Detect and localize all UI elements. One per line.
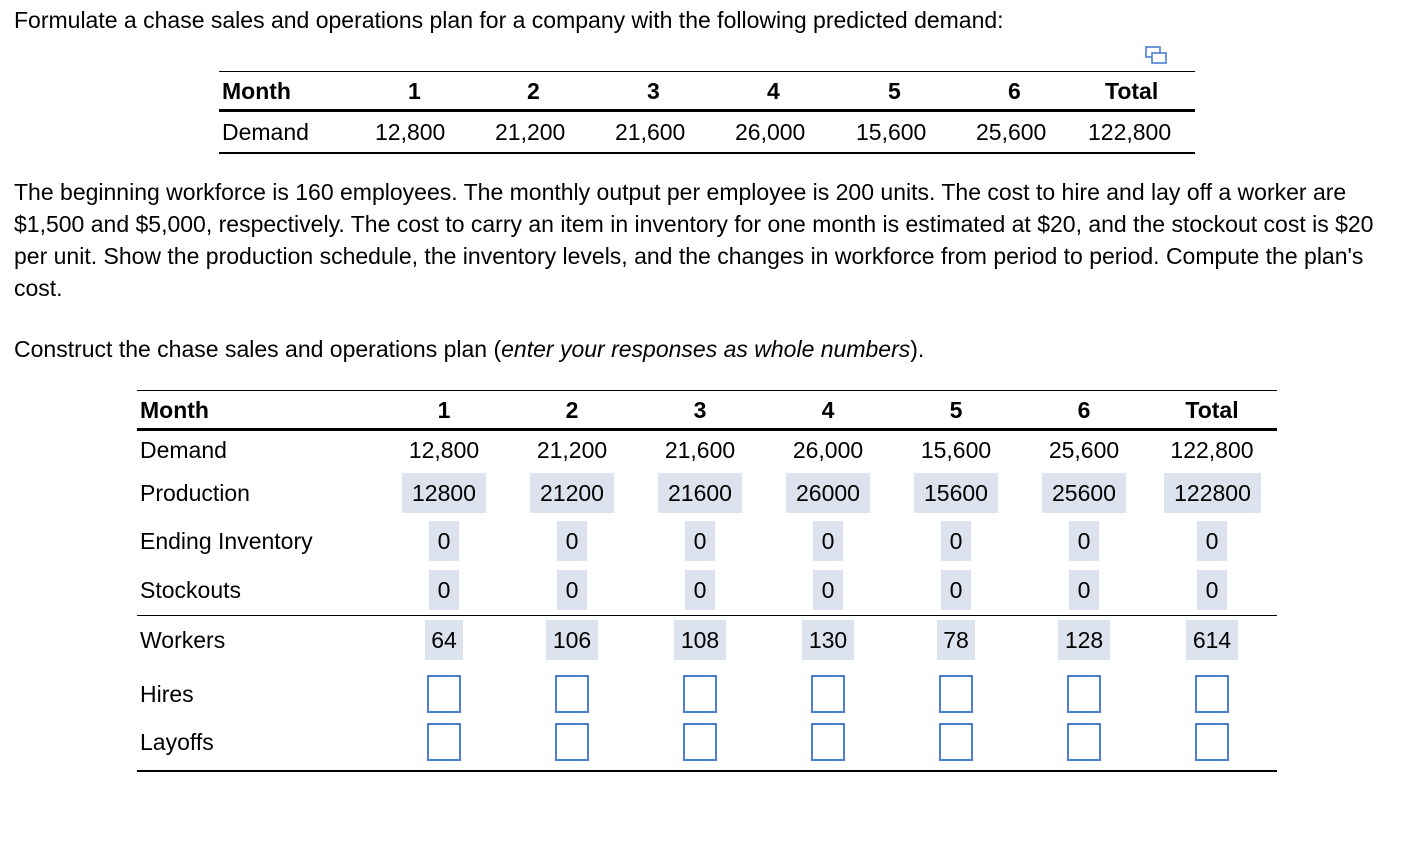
workers-answer[interactable]: 64 <box>425 620 463 660</box>
month-6-header: 6 <box>1077 397 1091 423</box>
layoffs-input[interactable] <box>939 723 973 761</box>
demand-value: 25,600 <box>976 119 1047 145</box>
layoffs-input[interactable] <box>555 723 589 761</box>
instruction-emphasis: enter your responses as whole numbers <box>501 336 911 362</box>
layoffs-total-input[interactable] <box>1195 723 1229 761</box>
header-rule <box>219 109 1195 112</box>
month-header: Month <box>222 78 291 104</box>
month-5-header: 5 <box>888 78 901 104</box>
demand-value: 26,000 <box>735 119 806 145</box>
production-answer[interactable]: 25600 <box>1042 473 1126 513</box>
hires-input[interactable] <box>1067 675 1101 713</box>
workers-answer[interactable]: 106 <box>546 620 598 660</box>
stockouts-total-answer[interactable]: 0 <box>1197 570 1227 610</box>
ending-inventory-label: Ending Inventory <box>140 528 313 554</box>
problem-text: The beginning workforce is 160 employees. The monthly output per employee is 200 units. The cost to hire and lay off a worker are $1,500 and $5,000, respectively. The cost to carry an item in inventory for one month is estimated at $20, and the stockout cost is $20 per unit. Show the production schedule, the inventory levels, and the changes in workforce from period to period. Compute the plan's cost. <box>14 179 1374 301</box>
instruction-text <box>14 333 924 365</box>
production-answer[interactable]: 26000 <box>786 473 870 513</box>
month-6-header: 6 <box>1008 78 1021 104</box>
stockouts-answer[interactable]: 0 <box>557 570 587 610</box>
stockouts-answer[interactable]: 0 <box>813 570 843 610</box>
stockouts-answer[interactable]: 0 <box>685 570 715 610</box>
workers-answer[interactable]: 130 <box>802 620 854 660</box>
demand-total: 122,800 <box>1170 437 1254 463</box>
demand-value: 21,200 <box>536 437 608 463</box>
hires-input[interactable] <box>939 675 973 713</box>
hires-input[interactable] <box>427 675 461 713</box>
month-1-header: 1 <box>437 397 451 423</box>
month-1-header: 1 <box>408 78 421 104</box>
demand-value: 12,800 <box>408 437 480 463</box>
month-4-header: 4 <box>767 78 780 104</box>
ending-inventory-answer[interactable]: 0 <box>1069 521 1099 561</box>
stockouts-label: Stockouts <box>140 577 241 603</box>
hires-label: Hires <box>140 681 194 707</box>
instruction-prefix: Construct the chase sales and operations plan ( <box>14 336 502 362</box>
workers-total-answer[interactable]: 614 <box>1186 620 1238 660</box>
layoffs-input[interactable] <box>1067 723 1101 761</box>
month-3-header: 3 <box>693 397 707 423</box>
layoffs-input[interactable] <box>427 723 461 761</box>
hires-input[interactable] <box>811 675 845 713</box>
demand-total: 122,800 <box>1088 119 1172 145</box>
header-rule <box>137 428 1277 431</box>
production-answer[interactable]: 15600 <box>914 473 998 513</box>
demand-label: Demand <box>140 437 227 463</box>
instruction-suffix: ). <box>910 336 925 362</box>
demand-label: Demand <box>222 119 309 145</box>
production-total-answer[interactable]: 122800 <box>1164 473 1261 513</box>
month-3-header: 3 <box>647 78 660 104</box>
plan-table <box>137 390 1277 772</box>
ending-inventory-answer[interactable]: 0 <box>429 521 459 561</box>
demand-value: 21,600 <box>664 437 736 463</box>
demand-table <box>219 71 1195 154</box>
ending-inventory-answer[interactable]: 0 <box>941 521 971 561</box>
month-5-header: 5 <box>949 397 963 423</box>
ending-inventory-answer[interactable]: 0 <box>557 521 587 561</box>
production-label: Production <box>140 480 250 506</box>
layoffs-input[interactable] <box>683 723 717 761</box>
layoffs-input[interactable] <box>811 723 845 761</box>
demand-value: 12,800 <box>375 119 446 145</box>
hires-input[interactable] <box>683 675 717 713</box>
month-header: Month <box>140 397 209 423</box>
month-2-header: 2 <box>565 397 579 423</box>
workers-label: Workers <box>140 627 226 653</box>
demand-value: 21,200 <box>495 119 566 145</box>
ending-inventory-answer[interactable]: 0 <box>685 521 715 561</box>
workers-answer[interactable]: 108 <box>674 620 726 660</box>
demand-value: 15,600 <box>856 119 927 145</box>
stockouts-answer[interactable]: 0 <box>941 570 971 610</box>
ending-inventory-answer[interactable]: 0 <box>813 521 843 561</box>
month-4-header: 4 <box>821 397 835 423</box>
total-header: Total <box>1105 78 1159 104</box>
hires-total-input[interactable] <box>1195 675 1229 713</box>
production-answer[interactable]: 12800 <box>402 473 486 513</box>
copy-icon[interactable] <box>1144 45 1168 65</box>
intro-text: Formulate a chase sales and operations plan for a company with the following predicted demand: <box>14 7 1004 33</box>
stockouts-answer[interactable]: 0 <box>429 570 459 610</box>
total-header: Total <box>1185 397 1239 423</box>
demand-value: 21,600 <box>615 119 686 145</box>
production-answer[interactable]: 21200 <box>530 473 614 513</box>
demand-value: 25,600 <box>1048 437 1120 463</box>
workers-answer[interactable]: 128 <box>1058 620 1110 660</box>
stockouts-answer[interactable]: 0 <box>1069 570 1099 610</box>
month-2-header: 2 <box>527 78 540 104</box>
hires-input[interactable] <box>555 675 589 713</box>
layoffs-label: Layoffs <box>140 729 214 755</box>
workers-answer[interactable]: 78 <box>937 620 975 660</box>
section-rule <box>137 615 1277 616</box>
demand-value: 26,000 <box>792 437 864 463</box>
production-answer[interactable]: 21600 <box>658 473 742 513</box>
demand-value: 15,600 <box>920 437 992 463</box>
ending-inventory-total-answer[interactable]: 0 <box>1197 521 1227 561</box>
